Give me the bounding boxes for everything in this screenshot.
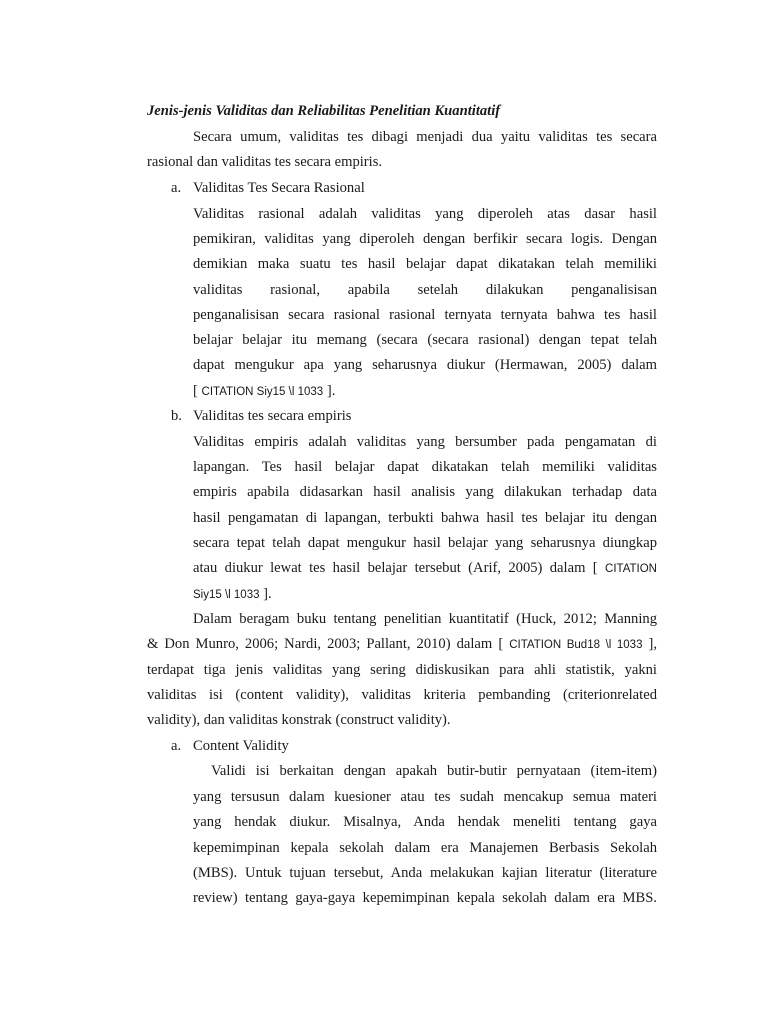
document-title: Jenis-jenis Validitas dan Reliabilitas Penelitian Kuantitatif [147, 103, 501, 119]
body-line: (MBS). Untuk tujuan tersebut, Anda melakukan kajian literatur (literature [193, 865, 657, 881]
body-text: atau diukur lewat tes hasil belajar tersebut (Arif, 2005) dalam [193, 560, 586, 576]
body-line: validity), dan validitas konstrak (construct validity). [147, 712, 451, 728]
list-marker: a. [171, 180, 182, 196]
body-line: dapat mengukur apa yang seharusnya diukur (Hermawan, 2005) dalam [193, 357, 657, 373]
body-line: lapangan. Tes hasil belajar dapat dikatakan telah memiliki validitas [193, 459, 657, 475]
body-line: Dalam beragam buku tentang penelitian kuantitatif (Huck, 2012; Manning [193, 611, 657, 627]
body-line: kepemimpinan kepala sekolah dalam era Manajemen Berbasis Sekolah [193, 840, 657, 856]
body-line: demikian maka suatu tes hasil belajar dapat dikatakan telah memiliki [193, 256, 657, 272]
body-line: secara tepat telah dapat mengukur hasil belajar yang seharusnya diungkap [193, 535, 657, 551]
body-line: Validitas empiris adalah validitas yang bersumber pada pengamatan di [193, 434, 657, 450]
citation-bracket: [ [498, 636, 504, 652]
section-heading: Validitas tes secara empiris [193, 408, 352, 424]
citation-field: CITATION Bud18 \l 1033 [509, 639, 643, 651]
body-line: belajar belajar itu memang (secara (secara rasional) dengan tepat telah [193, 332, 657, 348]
citation-bracket: [ [193, 383, 198, 399]
citation-field: Siy15 \l 1033 [193, 589, 260, 601]
citation-bracket: [ [592, 560, 598, 576]
body-line: hasil pengamatan di lapangan, terbukti bahwa hasil tes belajar itu dengan [193, 510, 657, 526]
list-marker: a. [171, 738, 182, 754]
citation-field: CITATION Siy15 \l 1033 [201, 386, 324, 398]
citation-line [193, 381, 335, 402]
body-line: review) tentang gaya-gaya kepemimpinan kepala sekolah dalam era MBS. [193, 890, 657, 906]
body-line: penganalisisan secara rasional rasional ternyata ternyata bahwa tes hasil [193, 307, 657, 323]
body-line: yang tersusun dalam kuesioner atau tes sudah mencakup semua materi [193, 789, 657, 805]
citation-line [193, 584, 272, 605]
body-line: pemikiran, validitas yang diperoleh dengan berfikir secara logis. Dengan [193, 231, 657, 247]
body-line: terdapat tiga jenis validitas yang sering didiskusikan para ahli statistik, yakni [147, 662, 657, 678]
body-line: validitas isi (content validity), validitas kriteria pembanding (criterionrelated [147, 687, 657, 703]
citation-bracket: ]. [326, 383, 336, 399]
citation-bracket: ], [648, 636, 658, 652]
citation-line [147, 634, 657, 655]
body-line: Validitas rasional adalah validitas yang diperoleh atas dasar hasil [193, 206, 657, 222]
body-line: validitas rasional, apabila setelah dilakukan penganalisisan [193, 282, 657, 298]
intro-line: Secara umum, validitas tes dibagi menjadi dua yaitu validitas tes secara [193, 129, 657, 145]
citation-bracket: ]. [263, 586, 272, 602]
body-line: Validi isi berkaitan dengan apakah butir-butir pernyataan (item-item) [211, 763, 657, 779]
citation-field: CITATION [605, 563, 657, 575]
list-marker: b. [171, 408, 182, 424]
body-text: & Don Munro, 2006; Nardi, 2003; Pallant, 2010) dalam [147, 636, 493, 652]
body-line: yang hendak diukur. Misalnya, Anda hendak meneliti tentang gaya [193, 814, 657, 830]
section-heading: Validitas Tes Secara Rasional [193, 180, 365, 196]
body-line: empiris apabila didasarkan hasil analisis yang dilakukan terhadap data [193, 484, 657, 500]
intro-line: rasional dan validitas tes secara empiris. [147, 154, 383, 170]
section-heading: Content Validity [193, 738, 289, 754]
citation-line [193, 558, 657, 579]
